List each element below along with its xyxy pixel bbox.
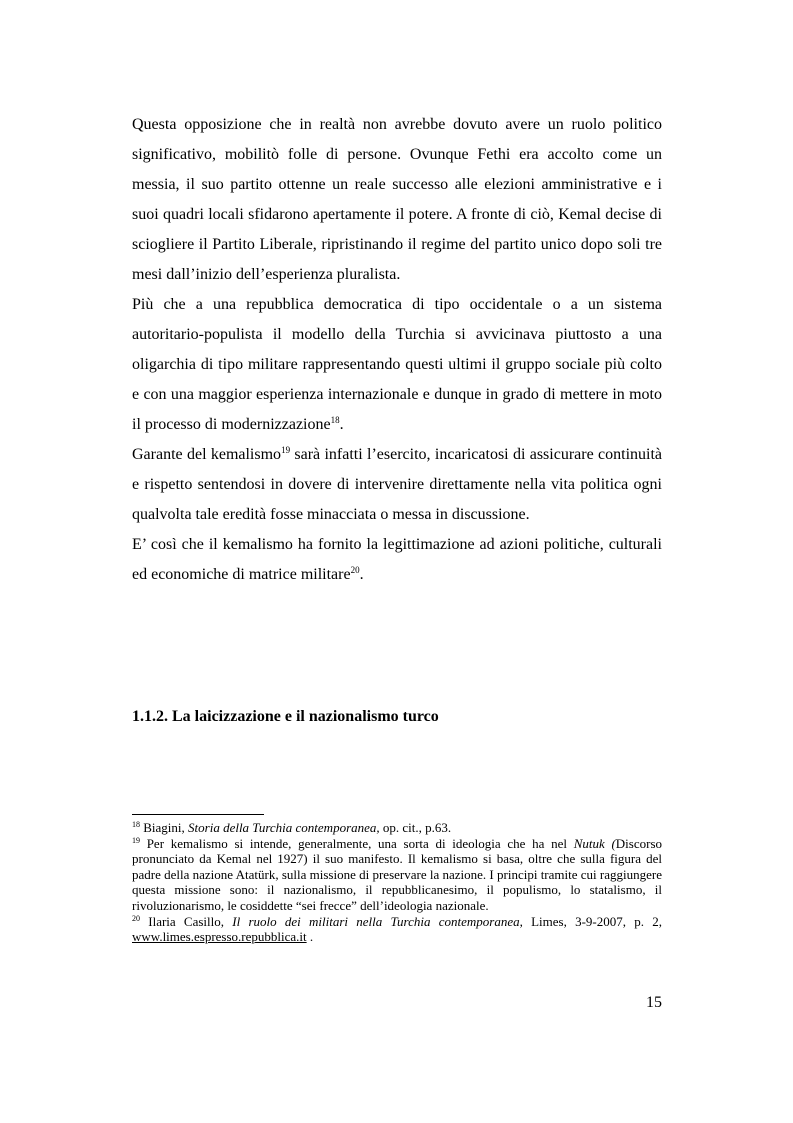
footnote-19: $^{19}$ Per kemalismo si intende, generalmente, una sorta di ideologia che ha nel Nutuk (Discorso pronunciato da Kemal nel 1927) il suo manifesto. Il kemalismo si basa, oltre che sulla figura del padre della nazione Atatürk, sulla missione di preservare la nazione. I principi tramite cui raggiungere questa missione sono: il nazionalismo, il repubblicanesimo, il populismo, lo statalismo, il rivoluzionarismo, le cosiddette “sei frecce” dell’ideologia nazionale. bbox=[132, 835, 662, 913]
footnote-separator bbox=[132, 814, 264, 815]
paragraph-3: Garante del kemalismo$^{19}$ sarà infatti l’esercito, incaricatosi di assicurare continuità e rispetto sentendosi in dovere di intervenire direttamente nella vita politica ogni qualvolta tale eredità fosse minacciata o messa in discussione. bbox=[132, 445, 663, 523]
paragraph-2: Più che a una repubblica democratica di tipo occidentale o a un sistema autoritario-populista il modello della Turchia si avvicinava piuttosto a una oligarchia di tipo militare rappresentando questi ultimi il gruppo sociale più colto e con una maggior esperienza internazionale e dunque in grado di mettere in moto il processo di modernizzazione$^{18}$. bbox=[132, 296, 662, 433]
footnote-20: $^{20}$ Ilaria Casillo, Il ruolo dei militari nella Turchia contemporanea, Limes, 3-9-2007, p. 2, www.limes.espresso.repubblica.it . bbox=[132, 913, 662, 945]
footnotes bbox=[132, 820, 662, 945]
paragraph-4: E’ così che il kemalismo ha fornito la legittimazione ad azioni politiche, culturali ed economiche di matrice militare$^{20}$. bbox=[132, 536, 662, 583]
section-heading: 1.1.2. La laicizzazione e il nazionalismo turco bbox=[132, 708, 439, 725]
footnote-ref-20[interactable]: 20 bbox=[350, 565, 360, 575]
page-number: 15 bbox=[646, 994, 662, 1011]
footnote-ref-18[interactable]: 18 bbox=[330, 415, 340, 425]
limes-link[interactable]: www.limes.espresso.repubblica.it bbox=[132, 929, 307, 945]
footnote-ref-19[interactable]: 19 bbox=[281, 445, 291, 455]
footnote-18: $^{18}$ Biagini, Storia della Turchia contemporanea, op. cit., p.63. bbox=[132, 820, 452, 835]
paragraph-1: Questa opposizione che in realtà non avrebbe dovuto avere un ruolo politico significativo, mobilitò folle di persone. Ovunque Fethi era accolto come un messia, il suo partito ottenne un reale successo alle elezioni amministrative e i suoi quadri locali sfidarono apertamente il potere. A fronte di ciò, Kemal decise di sciogliere il Partito Liberale, ripristinando il regime del partito unico dopo soli tre mesi dall’inizio dell’esperienza pluralista. bbox=[132, 116, 662, 283]
body-text bbox=[132, 110, 662, 590]
